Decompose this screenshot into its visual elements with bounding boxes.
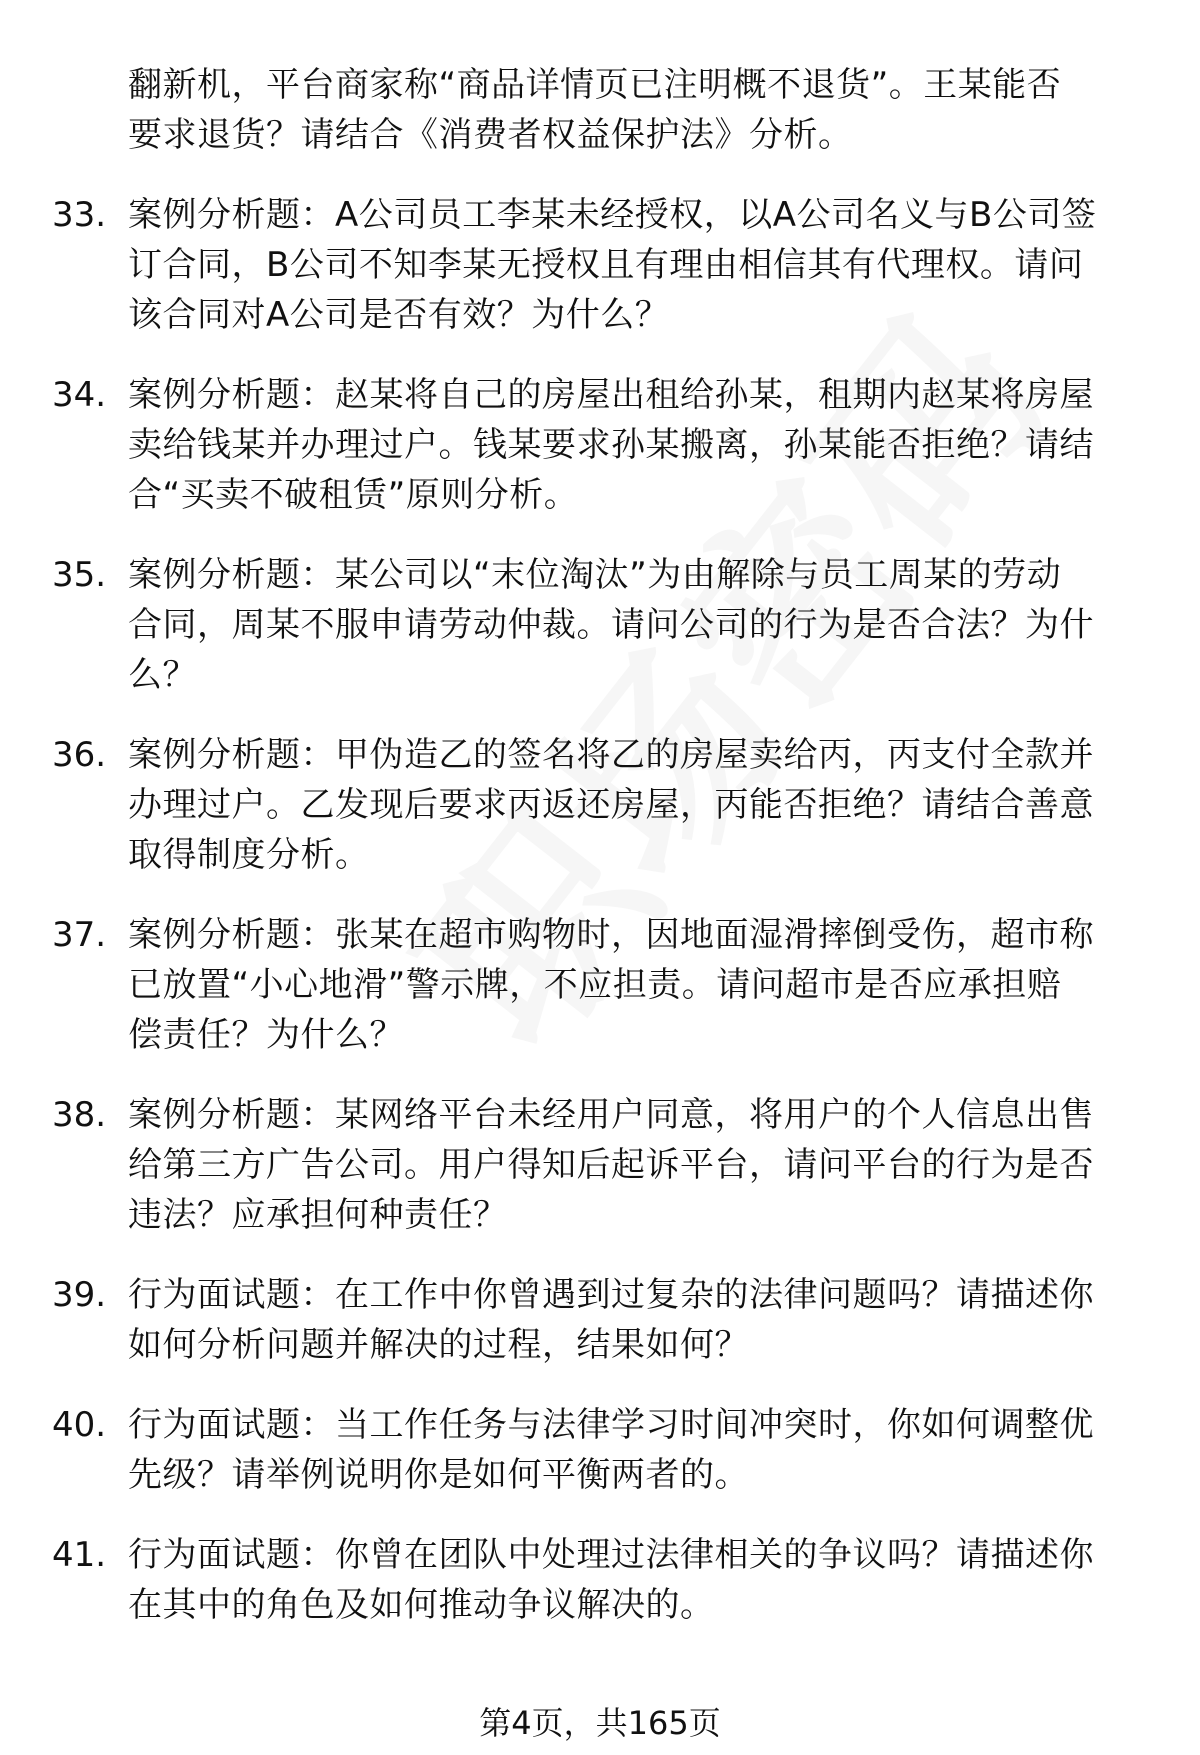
question-text-line: 合同，周某不服申请劳动仲裁。请问公司的行为是否合法？为什 — [128, 605, 1094, 645]
question-list — [0, 60, 1200, 1660]
question-text-line: 偿责任？为什么？ — [128, 1015, 404, 1055]
question-number: 35. — [52, 555, 107, 595]
text-line: 翻新机，平台商家称“商品详情页已注明概不退货”。王某能否 — [128, 65, 1062, 105]
question-text-line: 该合同对A公司是否有效？为什么？ — [128, 295, 670, 335]
question-text-line: 么？ — [128, 655, 197, 695]
continuation-text — [0, 60, 1200, 160]
question-item — [0, 370, 1200, 520]
question-text-line: 办理过户。乙发现后要求丙返还房屋，丙能否拒绝？请结合善意 — [128, 785, 1094, 825]
question-number: 36. — [52, 735, 107, 775]
question-text-line: 订合同，B公司不知李某无授权且有理由相信其有代理权。请问 — [128, 245, 1084, 285]
question-item — [0, 550, 1200, 700]
question-text-line: 取得制度分析。 — [128, 835, 370, 875]
question-number: 40. — [52, 1405, 107, 1445]
question-text-line: 在其中的角色及如何推动争议解决的。 — [128, 1585, 715, 1625]
page-number: 第4页，共165页 — [479, 1704, 721, 1742]
question-item — [0, 190, 1200, 340]
question-text-line: 案例分析题：张某在超市购物时，因地面湿滑摔倒受伤，超市称 — [128, 915, 1094, 955]
question-number: 41. — [52, 1535, 107, 1575]
question-item — [0, 910, 1200, 1060]
question-text-line: 违法？应承担何种责任？ — [128, 1195, 508, 1235]
question-number: 34. — [52, 375, 107, 415]
question-text-line: 行为面试题：当工作任务与法律学习时间冲突时，你如何调整优 — [128, 1405, 1094, 1445]
question-item — [0, 1090, 1200, 1240]
question-item — [0, 1270, 1200, 1370]
question-text-line: 已放置“小心地滑”警示牌，不应担责。请问超市是否应承担赔 — [128, 965, 1062, 1005]
question-item — [0, 730, 1200, 880]
question-number: 37. — [52, 915, 107, 955]
question-item — [0, 1530, 1200, 1630]
question-text-line: 合“买卖不破租赁”原则分析。 — [128, 475, 579, 515]
question-text-line: 案例分析题：某公司以“末位淘汰”为由解除与员工周某的劳动 — [128, 555, 1062, 595]
question-text-line: 案例分析题：A公司员工李某未经授权，以A公司名义与B公司签 — [128, 195, 1097, 235]
question-item — [0, 1400, 1200, 1500]
question-text-line: 行为面试题：在工作中你曾遇到过复杂的法律问题吗？请描述你 — [128, 1275, 1094, 1315]
question-text-line: 案例分析题：某网络平台未经用户同意，将用户的个人信息出售 — [128, 1095, 1094, 1135]
question-text-line: 行为面试题：你曾在团队中处理过法律相关的争议吗？请描述你 — [128, 1535, 1094, 1575]
question-number: 33. — [52, 195, 107, 235]
question-number: 39. — [52, 1275, 107, 1315]
question-text-line: 先级？请举例说明你是如何平衡两者的。 — [128, 1455, 749, 1495]
question-text-line: 案例分析题：赵某将自己的房屋出租给孙某，租期内赵某将房屋 — [128, 375, 1094, 415]
question-text-line: 给第三方广告公司。用户得知后起诉平台，请问平台的行为是否 — [128, 1145, 1094, 1185]
text-line: 要求退货？请结合《消费者权益保护法》分析。 — [128, 115, 853, 155]
question-number: 38. — [52, 1095, 107, 1135]
question-text-line: 案例分析题：甲伪造乙的签名将乙的房屋卖给丙，丙支付全款并 — [128, 735, 1094, 775]
question-text-line: 如何分析问题并解决的过程，结果如何？ — [128, 1325, 749, 1365]
question-text-line: 卖给钱某并办理过户。钱某要求孙某搬离，孙某能否拒绝？请结 — [128, 425, 1094, 465]
